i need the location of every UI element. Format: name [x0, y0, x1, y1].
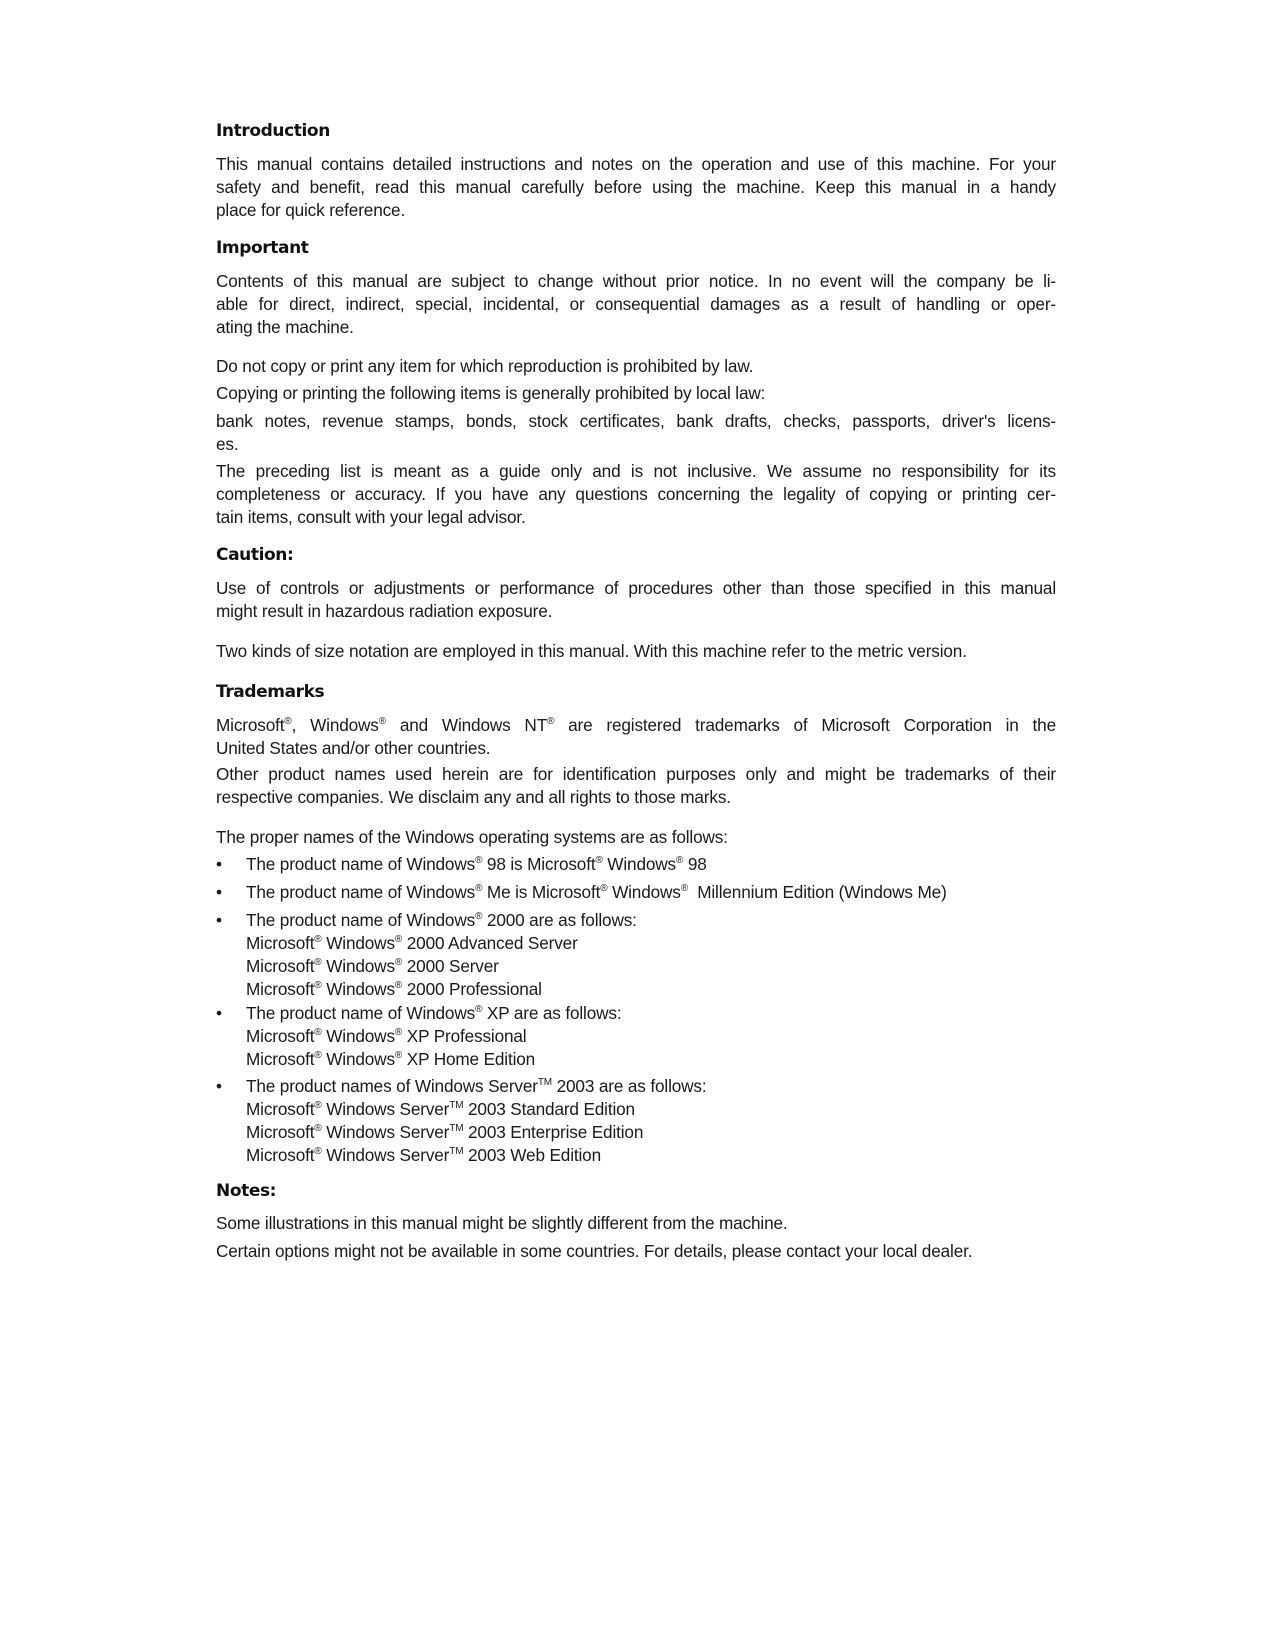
bullet-icon: •: [216, 1003, 222, 1023]
os-names-intro: The proper names of the Windows operating systems are as follows:: [216, 827, 728, 847]
sub-item: Microsoft® Windows Server™ 2003 Enterprise Edition: [246, 1122, 644, 1142]
prohibited-items-paragraph: [216, 410, 1056, 456]
text-line: United States and/or other countries.: [216, 738, 491, 758]
text-line: Other product names used herein are for identification purposes only and might be trademarks of their: [216, 764, 1056, 784]
text-line: tain items, consult with your legal advisor.: [216, 507, 526, 527]
heading-trademarks: Trademarks: [216, 682, 325, 702]
introduction-paragraph: [216, 153, 1056, 222]
bullet-icon: •: [216, 910, 222, 930]
registered-mark: ®: [547, 716, 555, 727]
text-line: Use of controls or adjustments or performance of procedures other than those specified in this manual: [216, 578, 1056, 598]
text-line: Microsoft®, Windows® and Windows NT® are registered trademarks of Microsoft Corporation in the: [216, 715, 1056, 735]
bullet-icon: •: [216, 1076, 222, 1096]
text-line: able for direct, indirect, special, incidental, or consequential damages as a result of handling or oper-: [216, 294, 1056, 314]
registered-mark: ®: [378, 716, 386, 727]
other-products-paragraph: [216, 763, 1056, 809]
notes-illustrations: Some illustrations in this manual might be slightly different from the machine.: [216, 1213, 788, 1233]
trademarks-paragraph: [216, 714, 1056, 760]
size-notation-paragraph: Two kinds of size notation are employed in this manual. With this machine refer to the metric version.: [216, 641, 967, 661]
text-line: The preceding list is meant as a guide only and is not inclusive. We assume no responsibility for its: [216, 461, 1056, 481]
heading-important: Important: [216, 238, 309, 258]
text-line: ating the machine.: [216, 317, 354, 337]
text-line: respective companies. We disclaim any and all rights to those marks.: [216, 787, 731, 807]
text-line: This manual contains detailed instructions and notes on the operation and use of this machine. For your: [216, 154, 1056, 174]
important-paragraph: [216, 270, 1056, 339]
sub-item: Microsoft® Windows® XP Home Edition: [246, 1049, 536, 1069]
sub-item: Microsoft® Windows® 2000 Professional: [246, 979, 542, 999]
disclaimer-paragraph: [216, 460, 1056, 529]
local-law-paragraph: Copying or printing the following items is generally prohibited by local law:: [216, 383, 766, 403]
sub-item: Microsoft® Windows® 2000 Advanced Server: [246, 933, 578, 953]
text-line: Contents of this manual are subject to change without prior notice. In no event will the company be li-: [216, 271, 1056, 291]
text-line: safety and benefit, read this manual carefully before using the machine. Keep this manual in a handy: [216, 177, 1056, 197]
text-line: might result in hazardous radiation exposure.: [216, 601, 553, 621]
text-line: place for quick reference.: [216, 200, 406, 220]
bullet-icon: •: [216, 882, 222, 902]
text-line: es.: [216, 434, 239, 454]
heading-notes: Notes:: [216, 1181, 277, 1201]
notes-options: Certain options might not be available in some countries. For details, please contact your local dealer.: [216, 1241, 973, 1261]
sub-item: Microsoft® Windows® XP Professional: [246, 1026, 527, 1046]
registered-mark: ®: [284, 716, 292, 727]
bullet-icon: •: [216, 854, 222, 874]
copy-prohibition-paragraph: Do not copy or print any item for which reproduction is prohibited by law.: [216, 356, 754, 376]
heading-caution: Caution:: [216, 545, 294, 565]
caution-paragraph: [216, 577, 1056, 623]
text-line: completeness or accuracy. If you have any questions concerning the legality of copying or printing cer-: [216, 484, 1056, 504]
sub-item: Microsoft® Windows Server™ 2003 Standard Edition: [246, 1099, 635, 1119]
heading-introduction: Introduction: [216, 121, 330, 141]
sub-item: Microsoft® Windows Server™ 2003 Web Edition: [246, 1145, 601, 1165]
text-line: bank notes, revenue stamps, bonds, stock certificates, bank drafts, checks, passports, driver's licens-: [216, 411, 1056, 431]
sub-item: Microsoft® Windows® 2000 Server: [246, 956, 499, 976]
